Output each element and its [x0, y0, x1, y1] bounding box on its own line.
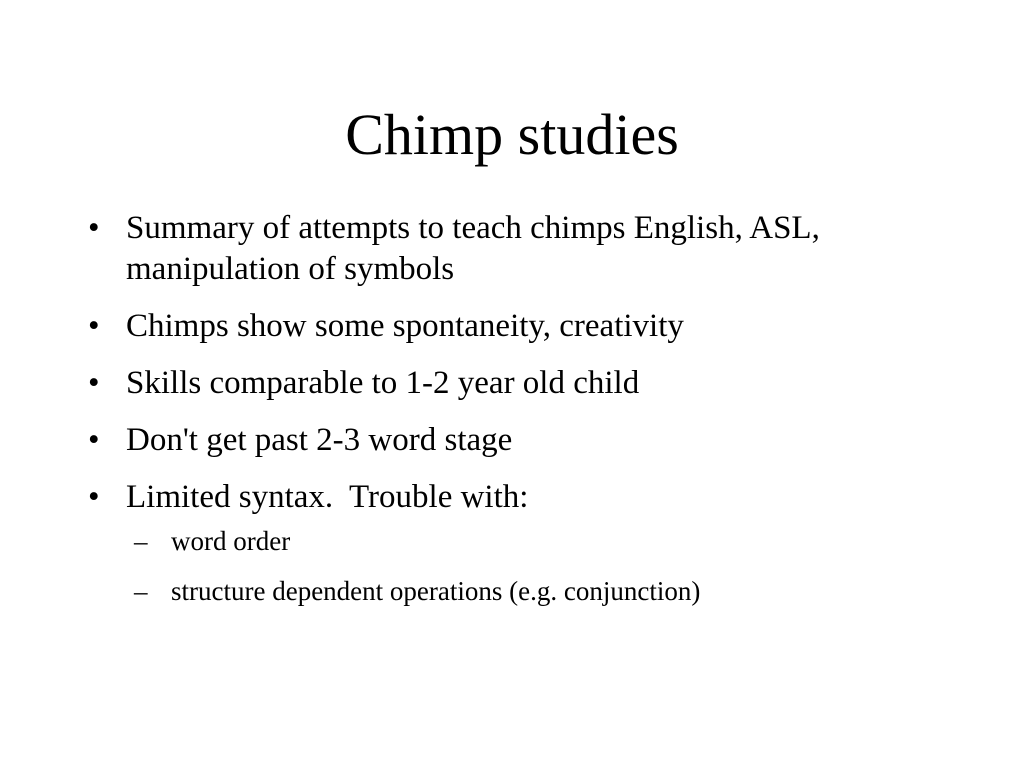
sub-bullet-marker: –: [134, 576, 148, 606]
bullet-item: [88, 420, 948, 461]
sub-bullet-item: [126, 524, 948, 558]
bullet-list: [88, 208, 948, 624]
bullet-marker: •: [88, 479, 100, 515]
bullet-item: [88, 363, 948, 404]
sub-bullet-text: structure dependent operations (e.g. conjunction): [171, 576, 701, 606]
sub-bullet-item: [126, 574, 948, 608]
slide-title: Chimp studies: [345, 102, 679, 167]
bullet-marker: •: [88, 422, 100, 458]
sub-bullet-marker: –: [134, 526, 148, 556]
bullet-marker: •: [88, 210, 100, 246]
bullet-text: Limited syntax. Trouble with:: [126, 479, 529, 515]
bullet-text: Chimps show some spontaneity, creativity: [126, 308, 684, 344]
sub-bullet-list: [126, 524, 948, 608]
bullet-item: [88, 306, 948, 347]
bullet-text: Don't get past 2-3 word stage: [126, 422, 513, 458]
bullet-item: [88, 208, 948, 290]
bullet-text: Skills comparable to 1-2 year old child: [126, 365, 640, 401]
sub-bullet-text: word order: [171, 526, 291, 556]
bullet-text: Summary of attempts to teach chimps English, ASL, manipulation of symbols: [126, 210, 820, 287]
bullet-marker: •: [88, 365, 100, 401]
bullet-marker: •: [88, 308, 100, 344]
bullet-item: [88, 477, 948, 608]
